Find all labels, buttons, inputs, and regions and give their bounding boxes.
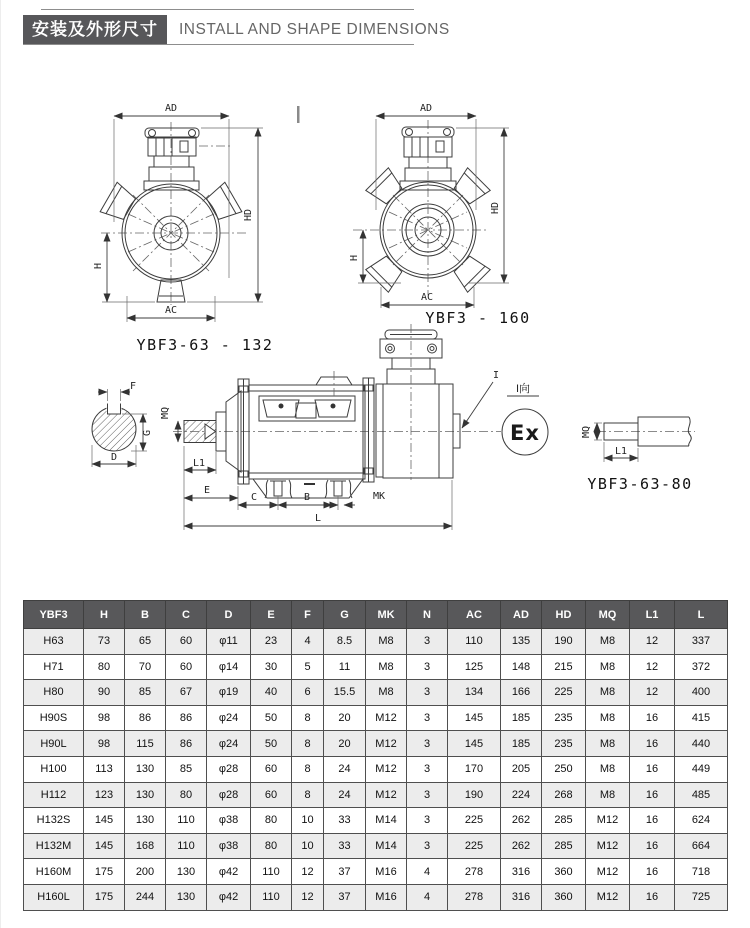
table-cell: 11 bbox=[324, 654, 366, 680]
table-row bbox=[24, 833, 728, 859]
table-cell: M14 bbox=[366, 833, 407, 859]
table-cell: 16 bbox=[630, 884, 675, 910]
dim-label-l: L bbox=[314, 513, 322, 524]
table-cell: 16 bbox=[630, 833, 675, 859]
table-cell: 316 bbox=[501, 859, 542, 885]
table-cell: H90S bbox=[24, 705, 84, 731]
table-row bbox=[24, 756, 728, 782]
table-cell: 16 bbox=[630, 859, 675, 885]
table-cell: 50 bbox=[251, 731, 292, 757]
table-cell: 8 bbox=[292, 731, 324, 757]
column-header: E bbox=[251, 601, 292, 629]
table-cell: 80 bbox=[251, 808, 292, 834]
table-cell: 12 bbox=[292, 859, 324, 885]
table-cell: M8 bbox=[586, 680, 630, 706]
column-header: G bbox=[324, 601, 366, 629]
table-cell: 170 bbox=[448, 756, 501, 782]
table-cell: 190 bbox=[448, 782, 501, 808]
table-cell: 190 bbox=[542, 629, 586, 655]
table-cell: 449 bbox=[675, 756, 728, 782]
technical-drawings bbox=[1, 0, 750, 600]
column-header: C bbox=[166, 601, 207, 629]
dim-label-ac: AC bbox=[164, 305, 178, 316]
ex-mark-detail bbox=[462, 370, 548, 455]
caption-shaft-detail: YBF3-63-80 bbox=[587, 475, 693, 493]
table-cell: 73 bbox=[84, 629, 125, 655]
table-cell: 86 bbox=[125, 705, 166, 731]
dim-label-l1: L1 bbox=[192, 458, 206, 469]
table-cell: 145 bbox=[448, 731, 501, 757]
table-cell: 225 bbox=[448, 833, 501, 859]
table-cell: 235 bbox=[542, 731, 586, 757]
table-cell: 8.5 bbox=[324, 629, 366, 655]
dim-label-mq: MQ bbox=[160, 406, 171, 420]
table-cell: M8 bbox=[586, 756, 630, 782]
table-cell: M12 bbox=[366, 782, 407, 808]
table-cell: φ11 bbox=[207, 629, 251, 655]
table-cell: 664 bbox=[675, 833, 728, 859]
dim-label-g: G bbox=[142, 429, 153, 437]
table-cell: 10 bbox=[292, 833, 324, 859]
table-cell: 24 bbox=[324, 782, 366, 808]
column-header: N bbox=[407, 601, 448, 629]
table-cell: H90L bbox=[24, 731, 84, 757]
table-cell: 262 bbox=[501, 808, 542, 834]
table-cell: 16 bbox=[630, 808, 675, 834]
dimensions-table bbox=[23, 600, 728, 911]
table-cell: 110 bbox=[166, 808, 207, 834]
table-cell: 24 bbox=[324, 756, 366, 782]
table-cell: M12 bbox=[586, 833, 630, 859]
table-cell: 5 bbox=[292, 654, 324, 680]
column-header: L1 bbox=[630, 601, 675, 629]
table-cell: 60 bbox=[251, 756, 292, 782]
table-cell: 50 bbox=[251, 705, 292, 731]
table-cell: 113 bbox=[84, 756, 125, 782]
table-cell: 85 bbox=[166, 756, 207, 782]
column-header: MK bbox=[366, 601, 407, 629]
table-cell: φ28 bbox=[207, 782, 251, 808]
table-cell: 130 bbox=[166, 884, 207, 910]
table-head bbox=[24, 601, 728, 629]
table-body bbox=[24, 629, 728, 911]
ex-logo: Ex bbox=[510, 421, 540, 445]
table-cell: 16 bbox=[630, 705, 675, 731]
table-cell: 20 bbox=[324, 731, 366, 757]
dim-label-h: H bbox=[93, 262, 104, 270]
table-cell: 185 bbox=[501, 731, 542, 757]
table-cell: 268 bbox=[542, 782, 586, 808]
table-cell: 145 bbox=[448, 705, 501, 731]
table-cell: 360 bbox=[542, 884, 586, 910]
table-row bbox=[24, 808, 728, 834]
dim-label-hd: HD bbox=[243, 208, 254, 222]
table-cell: 145 bbox=[84, 833, 125, 859]
table-cell: φ24 bbox=[207, 705, 251, 731]
table-cell: 4 bbox=[407, 859, 448, 885]
table-cell: 115 bbox=[125, 731, 166, 757]
table-cell: 372 bbox=[675, 654, 728, 680]
table-row bbox=[24, 859, 728, 885]
table-cell: 70 bbox=[125, 654, 166, 680]
table-cell: 110 bbox=[166, 833, 207, 859]
table-cell: M8 bbox=[586, 731, 630, 757]
table-cell: 33 bbox=[324, 833, 366, 859]
table-cell: φ42 bbox=[207, 859, 251, 885]
table-cell: H160M bbox=[24, 859, 84, 885]
column-header: F bbox=[292, 601, 324, 629]
table-cell: 250 bbox=[542, 756, 586, 782]
table-cell: 37 bbox=[324, 859, 366, 885]
dim-label-ad-2: AD bbox=[419, 103, 433, 114]
table-cell: M12 bbox=[586, 859, 630, 885]
table-cell: M8 bbox=[366, 629, 407, 655]
table-cell: 130 bbox=[125, 756, 166, 782]
table-row bbox=[24, 782, 728, 808]
column-header: YBF3 bbox=[24, 601, 84, 629]
table-cell: 86 bbox=[166, 705, 207, 731]
table-cell: 67 bbox=[166, 680, 207, 706]
table-cell: 134 bbox=[448, 680, 501, 706]
table-cell: H71 bbox=[24, 654, 84, 680]
dim-label-f: F bbox=[129, 381, 137, 392]
table-cell: 400 bbox=[675, 680, 728, 706]
section-title-zh: 安装及外形尺寸 bbox=[32, 20, 158, 39]
table-cell: 60 bbox=[166, 654, 207, 680]
table-cell: φ38 bbox=[207, 833, 251, 859]
dim-label-ad: AD bbox=[164, 103, 178, 114]
table-cell: M8 bbox=[366, 654, 407, 680]
caption-front-left: YBF3-63 - 132 bbox=[136, 336, 274, 354]
table-cell: M12 bbox=[366, 705, 407, 731]
column-header: D bbox=[207, 601, 251, 629]
table-cell: 80 bbox=[84, 654, 125, 680]
table-cell: 85 bbox=[125, 680, 166, 706]
column-header: AC bbox=[448, 601, 501, 629]
table-cell: 415 bbox=[675, 705, 728, 731]
table-cell: 3 bbox=[407, 654, 448, 680]
section-title-en: INSTALL AND SHAPE DIMENSIONS bbox=[179, 21, 450, 38]
table-cell: 12 bbox=[292, 884, 324, 910]
table-cell: H80 bbox=[24, 680, 84, 706]
front-view-drawing-160 bbox=[349, 103, 531, 327]
table-cell: 12 bbox=[630, 680, 675, 706]
table-cell: M12 bbox=[366, 756, 407, 782]
table-cell: H100 bbox=[24, 756, 84, 782]
table-cell: 60 bbox=[166, 629, 207, 655]
column-header: H bbox=[84, 601, 125, 629]
table-cell: 37 bbox=[324, 884, 366, 910]
table-cell: 175 bbox=[84, 859, 125, 885]
table-cell: 130 bbox=[125, 808, 166, 834]
column-header: HD bbox=[542, 601, 586, 629]
table-cell: 8 bbox=[292, 705, 324, 731]
table-cell: 33 bbox=[324, 808, 366, 834]
table-cell: 123 bbox=[84, 782, 125, 808]
table-cell: 148 bbox=[501, 654, 542, 680]
table-cell: 624 bbox=[675, 808, 728, 834]
front-view-drawing-63-132 bbox=[93, 103, 273, 354]
dimension-table-container bbox=[23, 600, 727, 911]
table-row bbox=[24, 654, 728, 680]
table-cell: 16 bbox=[630, 782, 675, 808]
table-cell: 110 bbox=[251, 859, 292, 885]
table-cell: 12 bbox=[630, 629, 675, 655]
view-direction-label: I向 bbox=[515, 383, 531, 395]
dim-label-l1-2: L1 bbox=[614, 446, 628, 457]
column-header: L bbox=[675, 601, 728, 629]
table-cell: M12 bbox=[586, 808, 630, 834]
table-cell: φ19 bbox=[207, 680, 251, 706]
table-cell: 3 bbox=[407, 756, 448, 782]
table-cell: φ42 bbox=[207, 884, 251, 910]
table-row bbox=[24, 705, 728, 731]
caption-front-right: YBF3 - 160 bbox=[425, 309, 531, 327]
table-cell: H160L bbox=[24, 884, 84, 910]
table-cell: M12 bbox=[586, 884, 630, 910]
column-header: AD bbox=[501, 601, 542, 629]
table-cell: 110 bbox=[251, 884, 292, 910]
table-cell: 200 bbox=[125, 859, 166, 885]
table-cell: 168 bbox=[125, 833, 166, 859]
table-cell: 125 bbox=[448, 654, 501, 680]
table-cell: φ38 bbox=[207, 808, 251, 834]
table-cell: 40 bbox=[251, 680, 292, 706]
table-cell: 718 bbox=[675, 859, 728, 885]
dim-label-hd-2: HD bbox=[490, 201, 501, 215]
table-cell: 98 bbox=[84, 705, 125, 731]
table-cell: 166 bbox=[501, 680, 542, 706]
table-cell: 235 bbox=[542, 705, 586, 731]
shaft-detail-63-80 bbox=[581, 417, 695, 493]
table-cell: M12 bbox=[366, 731, 407, 757]
table-cell: 10 bbox=[292, 808, 324, 834]
table-row bbox=[24, 629, 728, 655]
table-cell: 23 bbox=[251, 629, 292, 655]
table-cell: M8 bbox=[586, 629, 630, 655]
table-cell: 440 bbox=[675, 731, 728, 757]
table-cell: M8 bbox=[366, 680, 407, 706]
dim-label-d: D bbox=[110, 452, 118, 463]
table-cell: 20 bbox=[324, 705, 366, 731]
table-cell: M8 bbox=[586, 782, 630, 808]
table-cell: 145 bbox=[84, 808, 125, 834]
dim-label-c: C bbox=[250, 492, 258, 503]
table-cell: 225 bbox=[448, 808, 501, 834]
shaft-cross-section bbox=[92, 381, 153, 467]
dim-label-b: B bbox=[303, 492, 311, 503]
table-cell: 4 bbox=[407, 884, 448, 910]
table-cell: 80 bbox=[166, 782, 207, 808]
view-ref-label-i: I bbox=[492, 370, 500, 381]
table-cell: 8 bbox=[292, 782, 324, 808]
table-cell: 224 bbox=[501, 782, 542, 808]
table-cell: M8 bbox=[586, 705, 630, 731]
table-cell: M14 bbox=[366, 808, 407, 834]
table-cell: 278 bbox=[448, 859, 501, 885]
table-cell: 65 bbox=[125, 629, 166, 655]
table-cell: 285 bbox=[542, 808, 586, 834]
table-cell: 130 bbox=[166, 859, 207, 885]
table-row bbox=[24, 680, 728, 706]
dim-label-h-2: H bbox=[349, 254, 360, 262]
table-cell: 6 bbox=[292, 680, 324, 706]
table-cell: 15.5 bbox=[324, 680, 366, 706]
table-cell: 337 bbox=[675, 629, 728, 655]
table-cell: 3 bbox=[407, 833, 448, 859]
table-cell: 3 bbox=[407, 705, 448, 731]
table-cell: 80 bbox=[251, 833, 292, 859]
table-cell: 360 bbox=[542, 859, 586, 885]
table-cell: 3 bbox=[407, 782, 448, 808]
column-header: B bbox=[125, 601, 166, 629]
table-cell: 110 bbox=[448, 629, 501, 655]
table-cell: M16 bbox=[366, 859, 407, 885]
table-cell: 3 bbox=[407, 731, 448, 757]
reference-tick bbox=[297, 106, 300, 123]
table-cell: 98 bbox=[84, 731, 125, 757]
table-cell: 16 bbox=[630, 756, 675, 782]
dim-label-e: E bbox=[203, 485, 211, 496]
table-cell: H63 bbox=[24, 629, 84, 655]
table-cell: H132S bbox=[24, 808, 84, 834]
table-cell: 285 bbox=[542, 833, 586, 859]
table-cell: 485 bbox=[675, 782, 728, 808]
table-row bbox=[24, 884, 728, 910]
table-cell: 185 bbox=[501, 705, 542, 731]
table-cell: 244 bbox=[125, 884, 166, 910]
table-cell: 60 bbox=[251, 782, 292, 808]
table-cell: 278 bbox=[448, 884, 501, 910]
side-view-drawing bbox=[160, 324, 501, 530]
table-cell: 725 bbox=[675, 884, 728, 910]
table-cell: 30 bbox=[251, 654, 292, 680]
table-cell: 3 bbox=[407, 808, 448, 834]
dim-label-mk: MK bbox=[372, 491, 386, 502]
table-cell: 86 bbox=[166, 731, 207, 757]
table-cell: 130 bbox=[125, 782, 166, 808]
table-cell: 3 bbox=[407, 680, 448, 706]
table-cell: 8 bbox=[292, 756, 324, 782]
table-cell: φ14 bbox=[207, 654, 251, 680]
table-cell: H112 bbox=[24, 782, 84, 808]
table-cell: 316 bbox=[501, 884, 542, 910]
table-cell: 225 bbox=[542, 680, 586, 706]
table-cell: φ28 bbox=[207, 756, 251, 782]
table-row bbox=[24, 731, 728, 757]
header-row bbox=[24, 601, 728, 629]
table-cell: 4 bbox=[292, 629, 324, 655]
table-cell: 16 bbox=[630, 731, 675, 757]
table-cell: M8 bbox=[586, 654, 630, 680]
dim-label-mq-2: MQ bbox=[581, 425, 592, 439]
table-cell: 175 bbox=[84, 884, 125, 910]
table-cell: 90 bbox=[84, 680, 125, 706]
table-cell: 215 bbox=[542, 654, 586, 680]
table-cell: 12 bbox=[630, 654, 675, 680]
dim-label-ac-2: AC bbox=[420, 292, 434, 303]
table-cell: 262 bbox=[501, 833, 542, 859]
table-cell: 3 bbox=[407, 629, 448, 655]
table-cell: H132M bbox=[24, 833, 84, 859]
table-cell: 205 bbox=[501, 756, 542, 782]
table-cell: φ24 bbox=[207, 731, 251, 757]
table-cell: 135 bbox=[501, 629, 542, 655]
column-header: MQ bbox=[586, 601, 630, 629]
table-cell: M16 bbox=[366, 884, 407, 910]
